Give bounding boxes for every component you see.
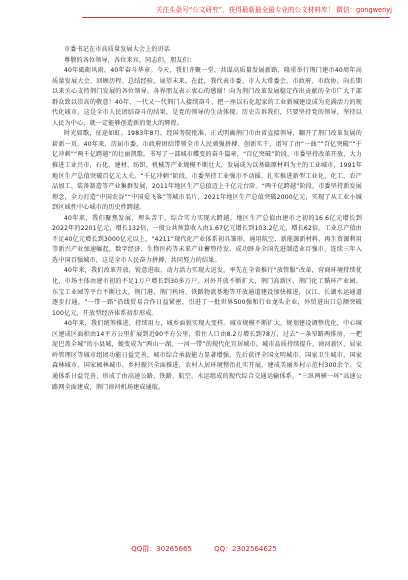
banner-divider bbox=[82, 17, 390, 18]
document-title: 市委书记在市高质量发展大会上的讲话 bbox=[64, 46, 171, 53]
document-body bbox=[52, 45, 362, 393]
paragraph-3: 40年来，我们聚焦发展，埋头苦干，综合实力实现大跨越。地区生产总值由建市之初的16.6亿元增长到2022年的2201亿元，增长132倍，一般公共预算收入由1.67亿元增长到103.2亿元，增长62倍。工业总产值由不足40亿元增长到3000亿元以上，“4211”现代化产业体系初具雏形，通用航空、新能源新材料、再生资源利用等新兴产业加速崛起，数字经济、生物医药等未来产业蓄势待发，成功跻身全国先进制造业百强市，连续三年入选中国百强城市，这是全市人民奋力拼搏、共同努力的结果。 bbox=[52, 214, 362, 264]
footer bbox=[0, 544, 408, 554]
footer-qq: QQ：2302564625 bbox=[214, 545, 277, 553]
paragraph-4: 40年来，我们改革开放，锐意进取，动力活力实现大迸发。率先在全省推行“放管服”改革，营商环境持续优化，市场主体由建市初的不足1万户增长到30多万户。对外开放不断扩大，荆门高新区、荆门化工循环产业园、东宝工业园等平台不断壮大，荆门港、荆门机场、铁路物流基地等开放通道建设加快推进，汉江、长湖水运通道逐步打通，“一带一路”沿线贸易合作日益紧密，引进了一批世界500强和行业龙头企业，外贸进出口总额突破100亿元，开放型经济体系初步形成。 bbox=[52, 267, 362, 317]
promo-banner bbox=[80, 6, 392, 15]
footer-qq-group: QQ群：30265665 bbox=[131, 545, 192, 553]
salutation: 尊敬的各位领导，各位来宾，同志们，朋友们： bbox=[64, 56, 196, 64]
paragraph-2: 时光如歌，征途如虹。1983年8月，经国务院批准，正式明确荆门市由省直接领导，翻开了荆门改革发展的崭新一页。40年来，历届市委、市政府团结带领全市人民顽强拼搏、创新实干，谱写了由“一曲”“百亿突破”“千亿冲刺”“两千亿跨越”的壮丽凯歌。书写了一部城市蝶变的奋斗篇章。“百亿突破”阶段，市委坚持改革开放，大力推进工业兴市，石化、建材、纺织、机械等产业规模不断壮大，发展成为以基础原材料为主的工业城市，1991年地区生产总值突破百亿元大关。“千亿冲刺”阶段，市委坚持工业强市不动摇，扎实推进新型工业化，化工、农产品加工、装备制造等产业集群发展，2011年地区生产总值迈上千亿元台阶。“两千亿跨越”阶段，市委坚持新发展理念，全力打造“中国农谷”“中国爱飞客”等城市名片，2021年地区生产总值突破2000亿元，实现了从工业小城到区域性中心城市的历史性跨越。 bbox=[52, 130, 362, 212]
paragraph-5: 40年来，我们统筹推进，持续用力，城乡面貌实现大变样。城市规模不断扩大，规划建设调整优化，中心城区建成区面积由14平方公里扩展到近90平方公里，常住人口由8.2万增长到78万，过去“一条窄路两排房，一把泥巴盖全城”的小县城，蜕变成为“两山一湖、一河一带”的现代化宜居城市。城市品质持续提升，漳河新区、屈家岭管理区等城市组团功能日益完善，城市综合承载能力显著增强，先后获评全国文明城市、国家卫生城市、国家森林城市、国家园林城市。乡村振兴全面推进，农村人居环境整治扎实开展，建成美丽乡村示范村300余个。交通体系日益完善，形成了由高速公路、铁路、航空、水运组成的现代综合交通运输体系，“三纵两横一环”高速公路网全面建成，荆门漳河机场建成通航。 bbox=[52, 320, 362, 391]
promo-banner-text: 关注头条号“公文研究”，获得最新最全最专业的公文材料库！ 微信：gongwenyj bbox=[155, 6, 392, 14]
paragraph-1: 40年砥砺风雨，40年奋斗华章。今天，我们齐聚一堂，共谋高质量发展新路，隆重举行荆门建市40周年高质量发展大会，回顾历程、总结经验、展望未来。在此，我代表市委、市人大常委会、市政府、市政协，向长期以来关心支持荆门发展的各位领导、各界朋友表示衷心的感谢！向为荆门改革发展稳定作出贡献的全市广大干部群众致以崇高的敬意！40年，一代又一代荆门人接续奋斗，把一座以石化起家的工业新城建设成为充满活力的现代化城市。这是全市人民团结奋斗的结果，是党的领导的生动体现。历史告诉我们，只要坚持党的领导，坚持以人民为中心，就一定能够创造新的更大的辉煌。 bbox=[52, 67, 362, 127]
